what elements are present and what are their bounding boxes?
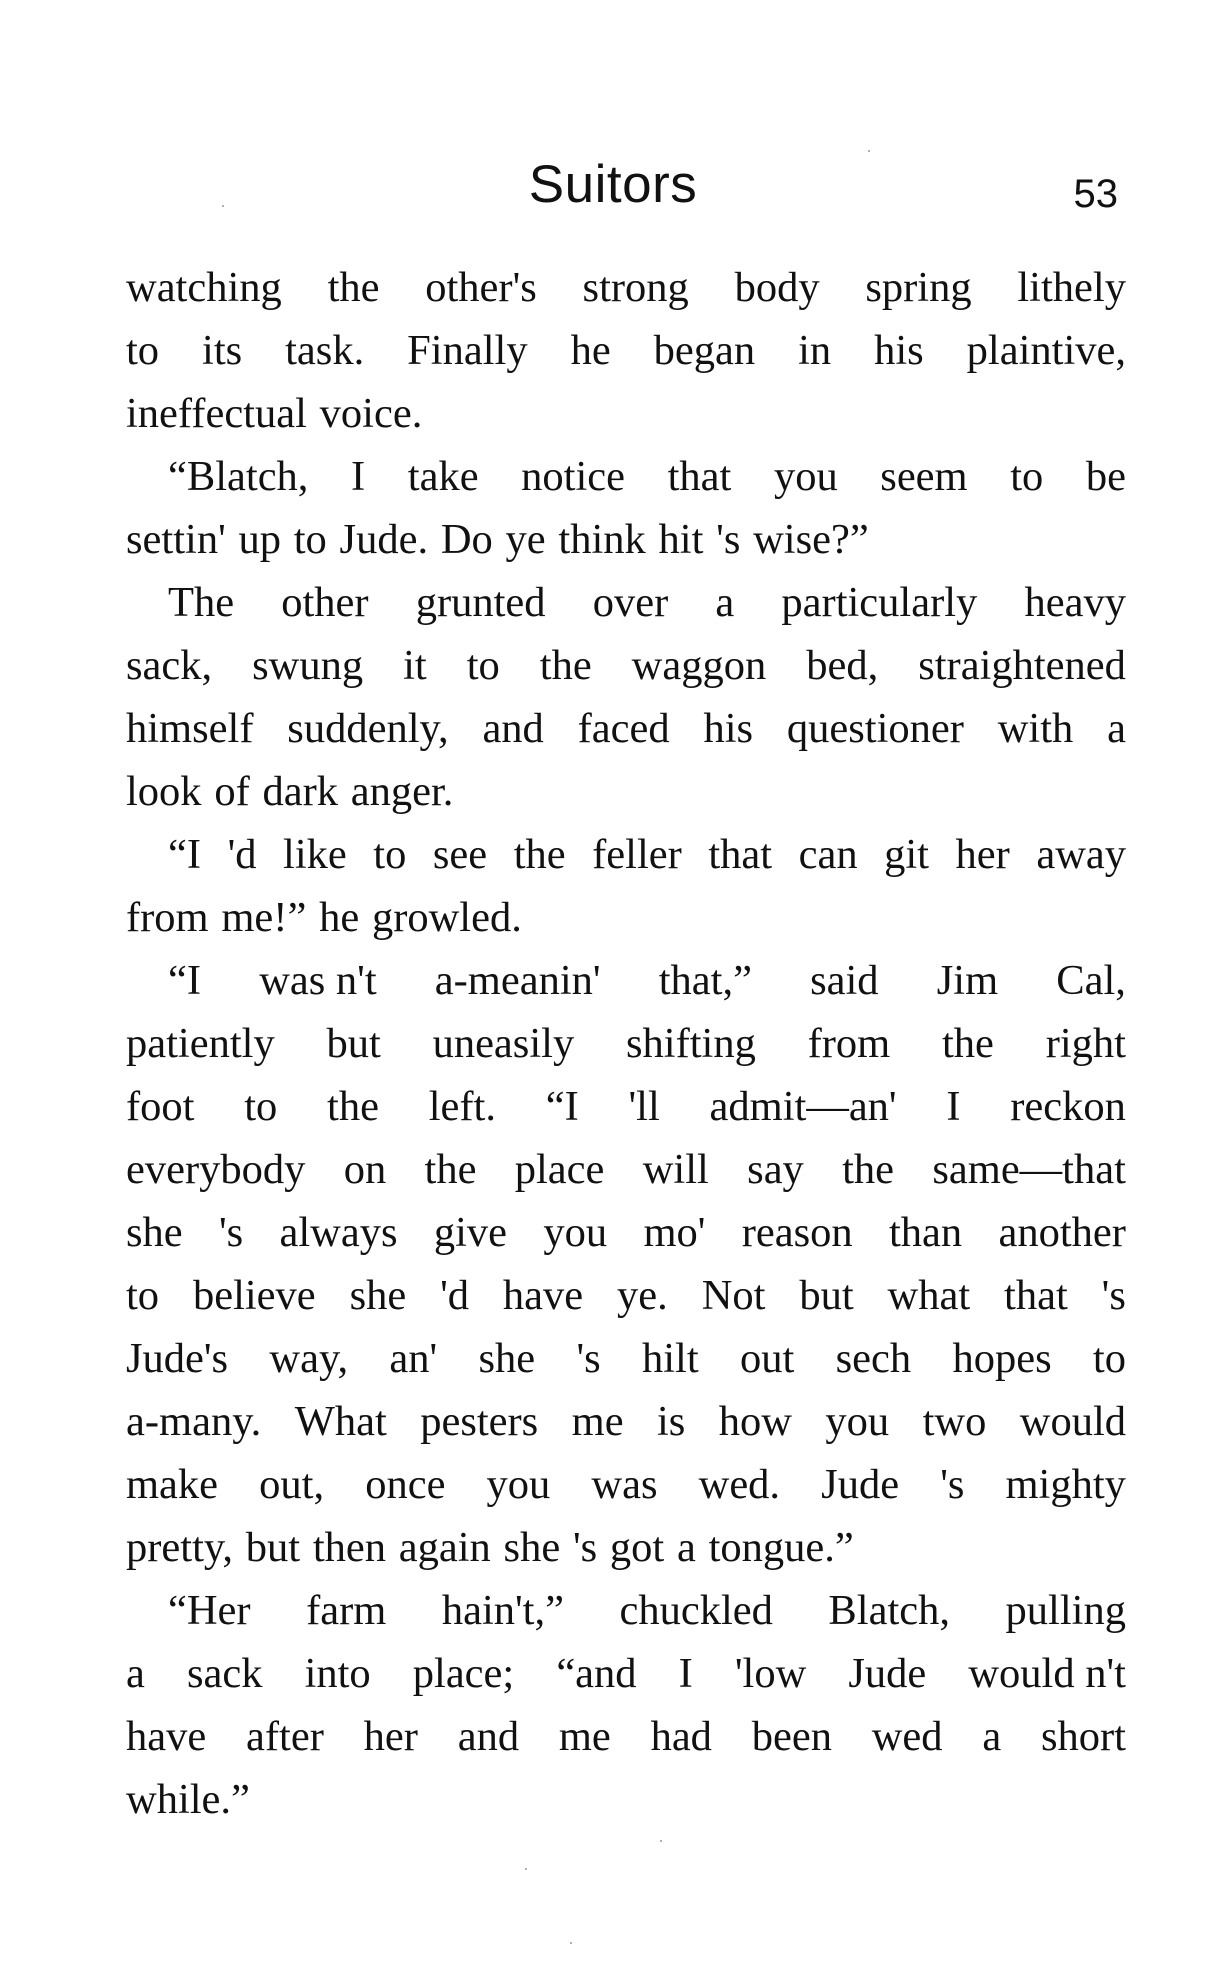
word: “and	[556, 1650, 637, 1697]
word: to	[293, 516, 327, 563]
word: chuckled	[619, 1587, 773, 1634]
word: his	[874, 327, 924, 374]
word: been	[751, 1713, 832, 1760]
word: can	[798, 831, 858, 878]
word: had	[650, 1713, 712, 1760]
word: reason	[741, 1209, 853, 1256]
word: but	[245, 1524, 301, 1571]
text-line	[126, 445, 1126, 508]
text-line	[126, 697, 1126, 760]
word: but	[799, 1272, 854, 1319]
word: faced	[577, 705, 670, 752]
word: the	[327, 264, 380, 311]
word: 'd	[440, 1272, 470, 1319]
word: watching	[126, 264, 282, 311]
word: then	[312, 1524, 386, 1571]
word: she	[349, 1272, 407, 1319]
word: way,	[269, 1335, 349, 1382]
word: will	[642, 1146, 709, 1193]
word: a	[982, 1713, 1002, 1760]
word: sech	[835, 1335, 912, 1382]
word: but	[326, 1020, 381, 1067]
word: to	[244, 1083, 278, 1130]
word: with	[997, 705, 1074, 752]
text-line	[126, 1201, 1126, 1264]
word: than	[889, 1209, 963, 1256]
word: everybody	[126, 1146, 306, 1193]
word: “I	[545, 1083, 579, 1130]
word: shifting	[625, 1020, 756, 1067]
word: her	[955, 831, 1010, 878]
word: the	[424, 1146, 477, 1193]
word: Blatch,	[828, 1587, 950, 1634]
text-line	[126, 1579, 1126, 1642]
text-line	[126, 1327, 1126, 1390]
word: settin'	[126, 516, 226, 563]
word: me	[558, 1713, 611, 1760]
word: she	[478, 1335, 536, 1382]
word: growled.	[371, 894, 522, 941]
word: dark	[262, 768, 338, 815]
word: sack,	[126, 642, 213, 689]
word: short	[1040, 1713, 1126, 1760]
word: the	[942, 1020, 994, 1067]
word: questioner	[786, 705, 964, 752]
word: seem	[880, 453, 968, 500]
text-line	[126, 1705, 1126, 1768]
word: farm	[306, 1587, 387, 1634]
word: me	[571, 1398, 624, 1445]
word: spring	[865, 264, 972, 311]
word: wed	[871, 1713, 943, 1760]
word: uneasily	[432, 1020, 575, 1067]
word: reckon	[1010, 1083, 1126, 1130]
word: same—that	[932, 1146, 1126, 1193]
word: the	[842, 1146, 895, 1193]
word: straightened	[918, 642, 1126, 689]
text-line	[126, 886, 1126, 949]
word: take	[407, 453, 479, 500]
word: you	[486, 1461, 551, 1508]
word: other's	[425, 264, 537, 311]
word: another	[998, 1209, 1126, 1256]
word: the	[513, 831, 566, 878]
word: she	[503, 1524, 561, 1571]
word: its	[202, 327, 243, 374]
word: foot	[126, 1083, 195, 1130]
word: heavy	[1024, 579, 1126, 626]
text-line	[126, 508, 1126, 571]
word: a	[676, 1524, 696, 1571]
word: body	[734, 264, 820, 311]
text-line	[126, 1768, 1126, 1831]
word: that	[1004, 1272, 1068, 1319]
page-number: 53	[1073, 172, 1118, 216]
word: patiently	[126, 1020, 275, 1067]
word: I	[678, 1650, 693, 1697]
word: 'll	[628, 1083, 660, 1130]
word: it	[403, 642, 427, 689]
word: strong	[582, 264, 689, 311]
word: up	[238, 516, 281, 563]
word: I	[946, 1083, 961, 1130]
text-line	[126, 1138, 1126, 1201]
word: left.	[428, 1083, 496, 1130]
word: how	[718, 1398, 792, 1445]
word: look	[126, 768, 202, 815]
word: What	[294, 1398, 387, 1445]
text-line	[126, 571, 1126, 634]
word: like	[283, 831, 347, 878]
paper-speck	[660, 1840, 662, 1842]
word: that,”	[658, 957, 752, 1004]
word: always	[279, 1209, 398, 1256]
word: you	[825, 1398, 890, 1445]
word: is	[657, 1398, 686, 1445]
word: Jude	[848, 1650, 927, 1697]
word: and	[457, 1713, 520, 1760]
running-title: Suitors	[528, 155, 698, 214]
running-head	[0, 150, 1226, 220]
text-line	[126, 949, 1126, 1012]
word: pretty,	[126, 1524, 233, 1571]
word: to	[126, 327, 160, 374]
word: you	[773, 453, 838, 500]
word: the	[327, 1083, 379, 1130]
word: 's	[572, 1524, 598, 1571]
word: the	[539, 642, 592, 689]
word: that	[667, 453, 732, 500]
word: over	[592, 579, 669, 626]
word: admit—an'	[709, 1083, 897, 1130]
word: in	[798, 327, 832, 374]
word: lithely	[1017, 264, 1126, 311]
word: notice	[521, 453, 626, 500]
text-line	[126, 1264, 1126, 1327]
word: of	[214, 768, 250, 815]
word: ineffectual	[126, 390, 307, 437]
word: wed.	[698, 1461, 781, 1508]
word: think	[558, 516, 646, 563]
word: Not	[701, 1272, 766, 1319]
word: Do	[440, 516, 493, 563]
word: be	[1085, 453, 1126, 500]
word: task.	[285, 327, 365, 374]
word: mo'	[643, 1209, 706, 1256]
word: 's	[576, 1335, 601, 1382]
word: tongue.”	[708, 1524, 854, 1571]
word: a	[715, 579, 735, 626]
paper-speck	[222, 205, 224, 207]
word: that	[708, 831, 773, 878]
word: hain't,”	[441, 1587, 564, 1634]
word: “Blatch,	[168, 453, 309, 500]
word: me!”	[221, 894, 307, 941]
word: began	[653, 327, 756, 374]
word: particularly	[781, 579, 978, 626]
paper-speck	[868, 150, 870, 152]
word: ye	[505, 516, 546, 563]
word: his	[703, 705, 754, 752]
word: her	[363, 1713, 418, 1760]
word: place	[514, 1146, 605, 1193]
word: mighty	[1005, 1461, 1126, 1508]
text-line	[126, 634, 1126, 697]
word: once	[365, 1461, 446, 1508]
word: right	[1045, 1020, 1126, 1067]
word: she	[126, 1209, 183, 1256]
word: was n't	[259, 957, 377, 1004]
text-line	[126, 319, 1126, 382]
word: what	[887, 1272, 971, 1319]
word: he	[570, 327, 611, 374]
text-line	[126, 823, 1126, 886]
paper-speck	[570, 1942, 572, 1944]
word: to	[126, 1272, 160, 1319]
text-line	[126, 1012, 1126, 1075]
word: from	[807, 1020, 891, 1067]
text-line	[126, 1642, 1126, 1705]
word: a	[1107, 705, 1126, 752]
word: a	[126, 1650, 145, 1697]
word: out	[739, 1335, 795, 1382]
word: Cal,	[1056, 957, 1126, 1004]
text-line	[126, 256, 1126, 319]
word: 's	[940, 1461, 965, 1508]
word: got	[609, 1524, 665, 1571]
word: suddenly,	[287, 705, 449, 752]
word: a-many.	[126, 1398, 262, 1445]
word: said	[810, 957, 879, 1004]
word: to	[373, 831, 407, 878]
word: make	[126, 1461, 219, 1508]
word: after	[246, 1713, 324, 1760]
word: place;	[412, 1650, 515, 1697]
word: bed,	[806, 642, 879, 689]
word: himself	[126, 705, 254, 752]
text-line	[126, 1390, 1126, 1453]
word: wise?”	[753, 516, 869, 563]
word: away	[1036, 831, 1126, 878]
word: a-meanin'	[434, 957, 601, 1004]
word: voice.	[319, 390, 423, 437]
word: an'	[389, 1335, 438, 1382]
word: git	[884, 831, 929, 878]
word: Jim	[936, 957, 999, 1004]
word: The	[168, 579, 235, 626]
word: see	[432, 831, 488, 878]
word: to	[466, 642, 500, 689]
word: give	[433, 1209, 508, 1256]
word: into	[304, 1650, 371, 1697]
paper-speck	[525, 1868, 527, 1870]
word: was	[591, 1461, 658, 1508]
word: hopes	[952, 1335, 1052, 1382]
text-line	[126, 382, 1126, 445]
word: plaintive,	[966, 327, 1126, 374]
word: “I	[168, 831, 202, 878]
word: Jude	[821, 1461, 900, 1508]
word: ye.	[617, 1272, 668, 1319]
word: waggon	[631, 642, 767, 689]
word: again	[398, 1524, 491, 1571]
word: would n't	[968, 1650, 1126, 1697]
word: grunted	[415, 579, 546, 626]
word: on	[343, 1146, 387, 1193]
text-line	[126, 760, 1126, 823]
word: hit	[658, 516, 704, 563]
word: would	[1019, 1398, 1126, 1445]
word: pesters	[420, 1398, 539, 1445]
word: Jude's	[126, 1335, 229, 1382]
word: “Her	[168, 1587, 251, 1634]
text-line	[126, 1453, 1126, 1516]
word: anger.	[350, 768, 454, 815]
word: hilt	[641, 1335, 699, 1382]
word: pulling	[1005, 1587, 1126, 1634]
text-line	[126, 1075, 1126, 1138]
word: have	[502, 1272, 584, 1319]
word: swung	[252, 642, 364, 689]
word: believe	[192, 1272, 316, 1319]
word: out,	[259, 1461, 325, 1508]
word: two	[922, 1398, 987, 1445]
word: from	[126, 894, 209, 941]
word: other	[281, 579, 369, 626]
word: to	[1092, 1335, 1126, 1382]
word: to	[1010, 453, 1044, 500]
word: 's	[218, 1209, 244, 1256]
word: he	[319, 894, 360, 941]
text-line	[126, 1516, 1126, 1579]
word: while.”	[126, 1776, 250, 1823]
word: Jude.	[339, 516, 429, 563]
word: and	[482, 705, 544, 752]
word: 's	[716, 516, 741, 563]
word: say	[747, 1146, 804, 1193]
body-text	[126, 256, 1126, 1831]
word: have	[126, 1713, 207, 1760]
word: 'low	[734, 1650, 807, 1697]
word: Finally	[407, 327, 528, 374]
word: sack	[186, 1650, 263, 1697]
word: feller	[592, 831, 682, 878]
word: you	[543, 1209, 608, 1256]
word: 'd	[227, 831, 257, 878]
word: I	[351, 453, 366, 500]
word: “I	[168, 957, 202, 1004]
word: 's	[1101, 1272, 1126, 1319]
